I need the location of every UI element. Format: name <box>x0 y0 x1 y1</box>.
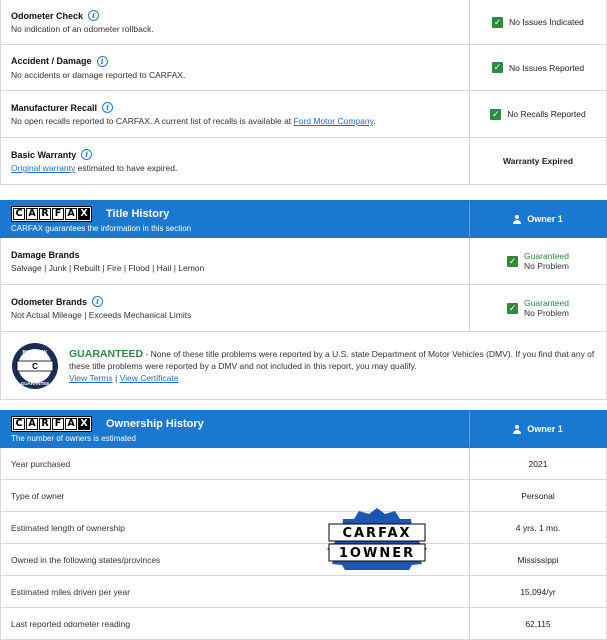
info-icon[interactable]: i <box>102 102 113 113</box>
row-title: Basic Warranty <box>11 149 77 160</box>
svg-text:CARFAX: CARFAX <box>342 526 412 541</box>
section-title: Title History <box>106 207 170 220</box>
check-icon: ✓ <box>493 62 502 72</box>
row-title: Accident / Damage <box>11 56 92 66</box>
ownership-row: Estimated miles driven per year 15,094/yr <box>0 576 607 608</box>
row-description: No indication of an odometer rollback. <box>11 24 154 34</box>
damage-brands-row <box>0 238 607 285</box>
buyback-guarantee-block <box>0 332 607 400</box>
carfax-one-owner-badge-icon <box>323 508 431 570</box>
row-description: No accidents or damage reported to CARFAX. <box>11 69 186 80</box>
row-title: Manufacturer Recall <box>11 102 98 113</box>
view-certificate-link[interactable]: View Certificate <box>119 372 179 383</box>
buyback-guarantee-badge-icon <box>11 342 59 390</box>
guaranteed-text: Guaranteed <box>524 298 569 308</box>
person-icon <box>513 215 521 224</box>
manufacturer-recall-row <box>0 91 607 138</box>
info-icon[interactable]: i <box>88 10 99 21</box>
check-icon: ✓ <box>508 255 517 266</box>
person-icon <box>513 425 521 434</box>
odometer-brands-row <box>0 285 607 332</box>
no-problem-text: No Problem <box>524 261 569 271</box>
original-warranty-link[interactable]: Original warranty <box>11 163 76 173</box>
ownership-row: Type of owner Personal <box>0 480 607 512</box>
status-text: No Recalls Reported <box>507 109 586 119</box>
basic-warranty-row <box>0 138 607 185</box>
section-title: Ownership History <box>106 417 204 430</box>
section-subtitle: CARFAX guarantees the information in this section <box>11 223 192 233</box>
ford-motor-company-link[interactable]: Ford Motor Company <box>293 116 374 126</box>
ownership-row: Last reported odometer reading 62,115 <box>0 608 607 640</box>
title-history-header <box>0 200 607 238</box>
ownership-row: Estimated length of ownership 4 yrs. 1 mo. <box>0 512 607 544</box>
row-title: Odometer Check <box>11 10 84 21</box>
row-description: No open recalls reported to CARFAX. A current list of recalls is available at Ford Motor Company. <box>11 116 376 126</box>
guaranteed-text: Guaranteed <box>524 251 569 261</box>
info-icon[interactable]: i <box>92 296 103 307</box>
status-text: Warranty Expired <box>502 156 574 166</box>
status-text: No Issues Indicated <box>509 17 584 27</box>
section-subtitle: The number of owners is estimated <box>11 433 136 443</box>
guarantee-text: GUARANTEED - None of these title problems were reported by a U.S. state Department of Motor Vehicles (DMV). If you find that any of these title problems were reported by a DMV and not included in this report, you may qualify. View Terms | View Certificate <box>69 347 595 383</box>
info-icon[interactable]: i <box>97 56 108 67</box>
check-icon: ✓ <box>492 108 500 119</box>
no-problem-text: No Problem <box>524 308 569 318</box>
svg-text:1OWNER: 1OWNER <box>338 546 416 561</box>
owner-label: Owner 1 <box>527 424 563 434</box>
row-description: Not Actual Mileage | Exceeds Mechanical Limits <box>11 310 192 320</box>
guaranteed-word: GUARANTEED <box>69 347 144 360</box>
check-icon: ✓ <box>508 302 517 313</box>
row-description: Salvage | Junk | Rebuilt | Fire | Flood | Hail | Lemon <box>11 262 205 273</box>
row-title: Damage Brands <box>11 249 80 260</box>
odometer-check-row <box>0 0 607 45</box>
accident-damage-row <box>0 45 607 91</box>
ownership-history-header <box>0 410 607 448</box>
svg-text:BUYBACK: BUYBACK <box>22 349 48 356</box>
ownership-row: Owned in the following states/provinces Mississippi <box>0 544 607 576</box>
svg-text:C: C <box>32 361 38 371</box>
view-terms-link[interactable]: View Terms <box>69 372 113 383</box>
owner-label: Owner 1 <box>527 214 563 224</box>
svg-text:GUARANTEE: GUARANTEE <box>20 380 50 386</box>
row-title: Odometer Brands <box>11 296 88 307</box>
row-description: Original warranty estimated to have expired. <box>11 163 178 173</box>
carfax-logo: C A R F A X <box>11 206 92 222</box>
check-icon: ✓ <box>493 16 502 27</box>
carfax-logo: C A R F A X <box>11 416 92 432</box>
ownership-row: Year purchased 2021 <box>0 448 607 480</box>
status-text: No Issues Reported <box>508 62 585 73</box>
info-icon[interactable]: i <box>81 149 92 160</box>
